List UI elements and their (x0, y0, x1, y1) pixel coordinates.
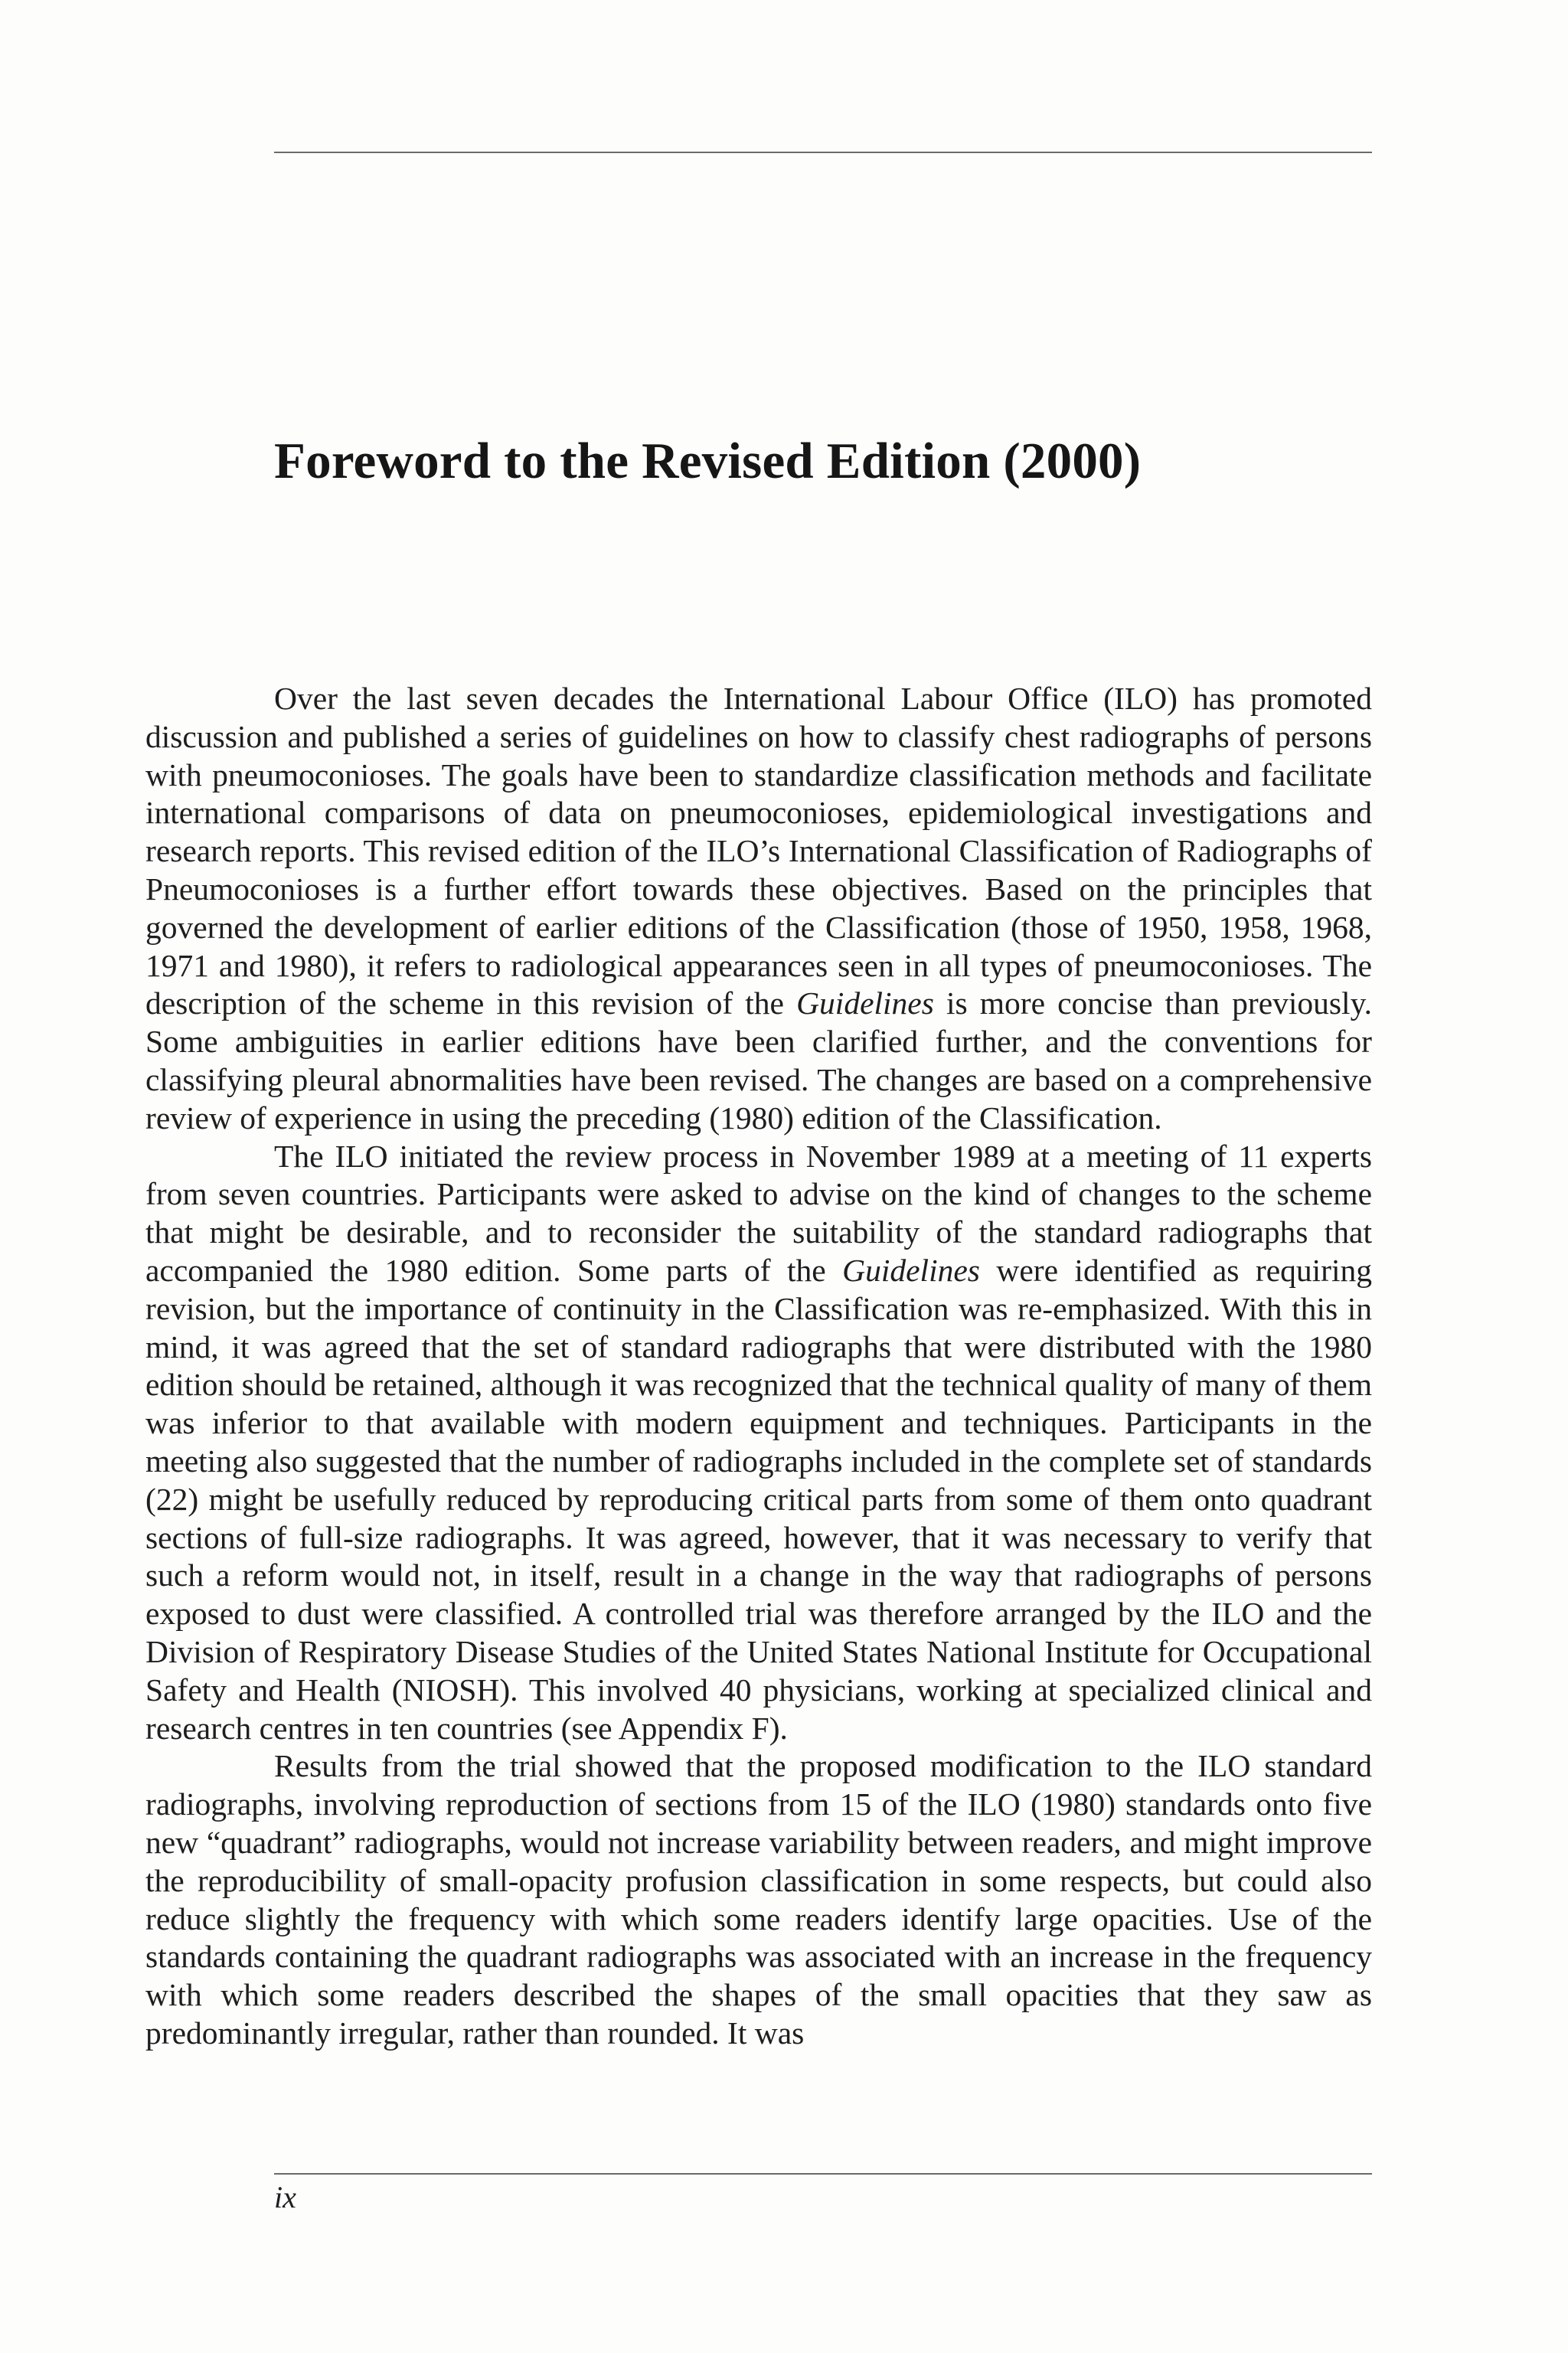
guidelines-italic: Guidelines (796, 985, 934, 1021)
footer-rule (274, 2173, 1372, 2175)
page-title: Foreword to the Revised Edition (2000) (274, 433, 1142, 489)
paragraph-2-part-1: The ILO initiated the review process in November 1989 at a meeting of 11 experts from seven countries. Participants were asked to advise on the kind of changes to the scheme that might be desirable, and to reconsider the suitability of the standard radiographs that accompanied the 1980 edition. Some parts of the (145, 1138, 1372, 1288)
paragraph-2 (145, 1138, 1372, 1748)
paragraph-3 (145, 1747, 1372, 2052)
guidelines-italic: Guidelines (842, 1252, 980, 1288)
paragraph-1-part-2: is more concise than previously. Some ambiguities in earlier editions have been clarified further, and the conventions for classifying pleural abnormalities have been revised. The changes are based on a comprehensive review of experience in using the preceding (1980) edition of the Classification. (145, 985, 1373, 1136)
body-text (145, 680, 1372, 2053)
page-number: ix (274, 2180, 296, 2214)
paragraph-1-part-1: Over the last seven decades the International Labour Office (ILO) has promoted discussion and published a series of guidelines on how to classify chest radiographs of persons with pneumoconioses. The goals have been to standardize classification methods and facilitate international comparisons of data on pneumoconioses, epidemiological investigations and research reports. This revised edition of the ILO’s International Classification of Radiographs of Pneumoconioses is a further effort towards these objectives. Based on the principles that governed the development of earlier editions of the Classification (those of 1950, 1958, 1968, 1971 and 1980), it refers to radiological appearances seen in all types of pneumoconioses. The description of the scheme in this revision of the (145, 681, 1372, 1021)
header-rule (274, 152, 1372, 153)
paragraph-2-part-2: were identified as requiring revision, but the importance of continuity in the Classification was re-emphasized. With this in mind, it was agreed that the set of standard radiographs that were distributed with the 1980 edition should be retained, although it was recognized that the technical quality of many of them was inferior to that available with modern equipment and techniques. Participants in the meeting also suggested that the number of radiographs included in the complete set of standards (22) might be usefully reduced by reproducing critical parts from some of them onto quadrant sections of full-size radiographs. It was agreed, however, that it was necessary to verify that such a reform would not, in itself, result in a change in the way that radiographs of persons exposed to dust were classified. A controlled trial was therefore arranged by the ILO and the Division of Respiratory Disease Studies of the United States National Institute for Occupational Safety and Health (NIOSH). This involved 40 physicians, working at specialized clinical and research centres in ten countries (see Appendix F). (145, 1252, 1372, 1746)
paragraph-3-text: Results from the trial showed that the proposed modification to the ILO standard radiographs, involving reproduction of sections from 15 of the ILO (1980) standards onto five new “quadrant” radiographs, would not increase variability between readers, and might improve the reproducibility of small-opacity profusion classification in some respects, but could also reduce slightly the frequency with which some readers identify large opacities. Use of the standards containing the quadrant radiographs was associated with an increase in the frequency with which some readers described the shapes of the small opacities that they saw as predominantly irregular, rather than rounded. It was (145, 1748, 1372, 2051)
paragraph-1 (145, 680, 1372, 1138)
